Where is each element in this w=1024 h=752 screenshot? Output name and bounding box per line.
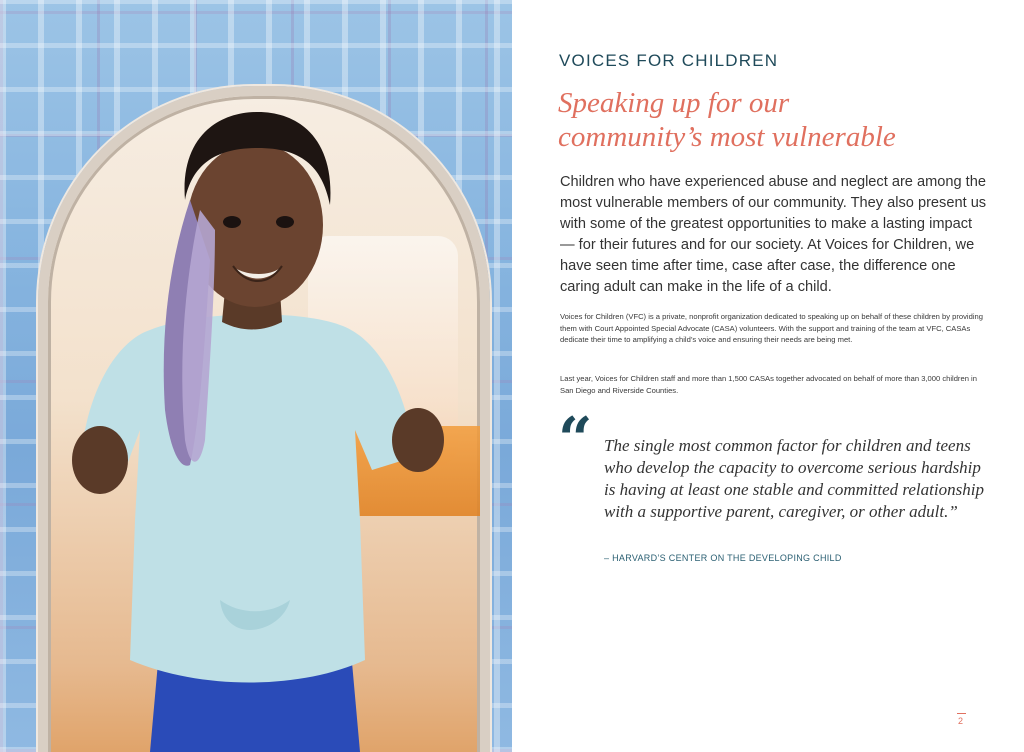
quote-attribution: – HARVARD’S CENTER ON THE DEVELOPING CHILD: [604, 553, 842, 563]
body-paragraph-1: Voices for Children (VFC) is a private, nonprofit organization dedicated to speaking up on behalf of these children by providing them with Court Appointed Special Advocate (CASA) volunteers. With the support and training of the team at VFC, CASAs dedicate their time to amplifying a child’s voice and ensuring their needs are being met.: [560, 312, 983, 345]
page-number: 2: [958, 716, 964, 726]
headline-line-1: Speaking up for our: [558, 87, 790, 119]
headline-line-2: community’s most vulnerable: [558, 121, 896, 153]
organization-title: VOICES FOR CHILDREN: [559, 51, 779, 70]
text-panel: [512, 0, 1024, 752]
body-paragraph-2: Last year, Voices for Children staff and more than 1,500 CASAs together advocated on behalf of more than 3,000 children in San Diego and Riverside Counties.: [560, 374, 977, 395]
page-headline: [558, 86, 998, 154]
pull-quote: The single most common factor for children and teens who develop the capacity to overcome serious hardship is having at least one stable and committed relationship with a supportive parent, caregiver, or other adult.”: [604, 436, 984, 521]
lead-paragraph: Children who have experienced abuse and neglect are among the most vulnerable members of our community. They also present us with some of the greatest opportunities to make a lasting impact — for their futures and for our society. At Voices for Children, we have seen time after time, case after case, the difference one caring adult can make in the life of a child.: [560, 174, 987, 295]
quote-mark-icon: “: [558, 405, 593, 475]
